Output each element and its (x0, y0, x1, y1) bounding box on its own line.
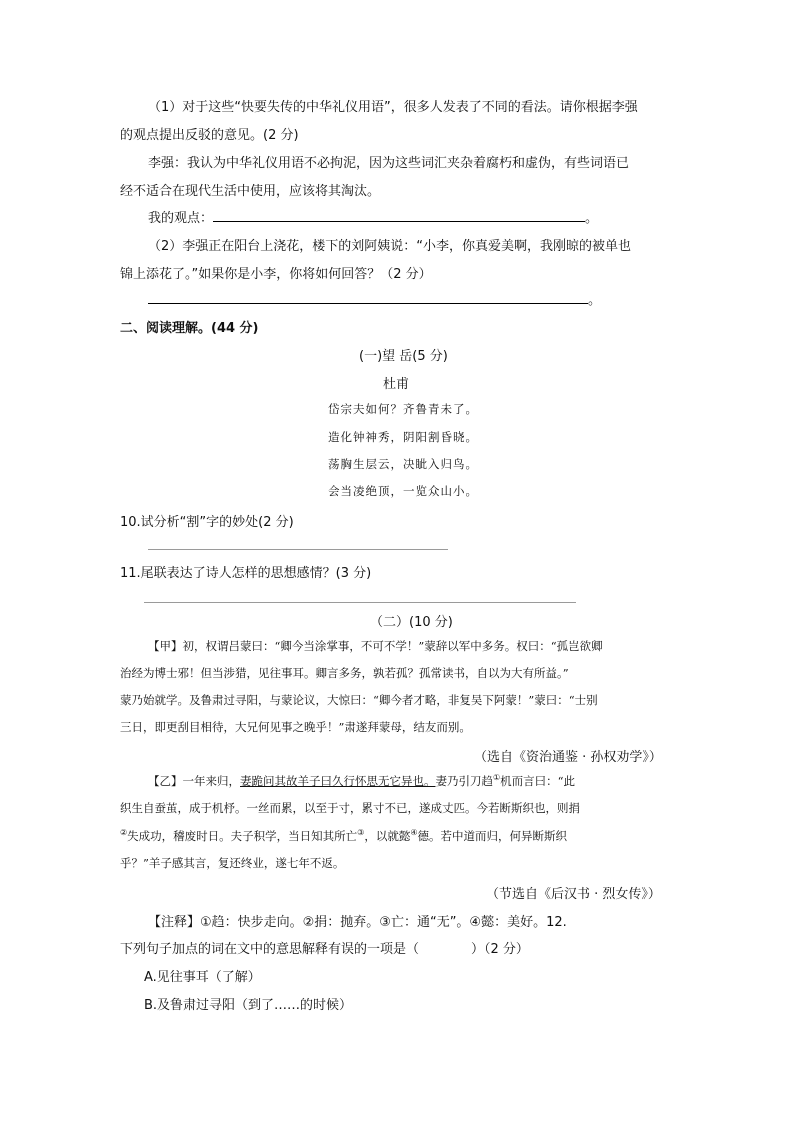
q2-end: 。 (588, 293, 602, 308)
yi-line3 (120, 828, 567, 844)
q11-text: 11.尾联表达了诗人怎样的思想感情？(3 分) (120, 566, 372, 581)
q1-line1: （1）对于这些“快要失传的中华礼仪用语”，很多人发表了不同的看法。请你根据李强 (148, 100, 638, 115)
liqiang-line2: 经不适合在现代生活中使用，应该将其淘汰。 (120, 184, 381, 199)
my-view-answer-line[interactable] (213, 207, 585, 222)
q1-line2: 的观点提出反驳的意见。(2 分) (120, 128, 299, 143)
poem-title: (一)望 岳(5 分) (359, 349, 448, 364)
poem-author: 杜甫 (383, 377, 410, 392)
q12-option-a[interactable]: A.见往事耳（了解） (144, 970, 261, 985)
q11-answer-line[interactable] (144, 602, 576, 603)
notes: 【注释】①趋：快步走向。②捐：抛弃。③亡：通“无”。④懿：美好。12. (148, 915, 567, 930)
q2-line1: （2）李强正在阳台上浇花，楼下的刘阿姨说：“小李，你真爱美啊，我刚晾的被单也 (148, 239, 632, 254)
q2-answer-line[interactable] (148, 289, 588, 304)
note-mark-2: ② (120, 828, 128, 838)
my-view-end: 。 (585, 211, 599, 226)
yi-line3-c: 德。若中道而归，何异断斯织 (417, 829, 568, 843)
q2-line2: 锦上添花了。”如果你是小李，你将如何回答？（2 分） (120, 267, 432, 282)
poem-line: 荡胸生层云，决眦入归鸟。 (328, 457, 478, 471)
q12-option-b[interactable]: B.及鲁肃过寻阳（到了……的时候） (144, 998, 353, 1013)
note-mark-4: ④ (410, 828, 418, 838)
my-view-row (148, 207, 598, 226)
my-view-label: 我的观点： (148, 211, 214, 226)
q10-text: 10.试分析“割”字的妙处(2 分) (120, 515, 294, 530)
yi-line3-b: ，以就懿 (364, 829, 411, 843)
yi-underlined-sentence: 妻跪问其故羊子曰久行怀思无它异也。 (240, 774, 436, 788)
jia-line: 蒙乃始就学。及鲁肃过寻阳，与蒙论议，大惊曰：“卿今者才略，非复吴下阿蒙！”蒙曰：“士别 (120, 693, 598, 707)
jia-source: （选自《资治通鉴 · 孙权劝学》） (474, 750, 662, 765)
liqiang-line1: 李强：我认为中华礼仪用语不必拘泥，因为这些词汇夹杂着腐朽和虚伪，有些词语已 (148, 156, 630, 171)
poem-line: 会当凌绝顶，一览众山小。 (328, 484, 478, 498)
jia-line: 三日，即更刮目相待，大兄何见事之晚乎！”肃遂拜蒙母，结友而别。 (120, 720, 471, 734)
note-mark-1: ① (493, 773, 501, 783)
q12-stem: 下列句子加点的词在文中的意思解释有误的一项是（ ）（2 分） (120, 942, 529, 957)
section2-heading: 二、阅读理解。(44 分) (120, 321, 259, 336)
yi-source: （节选自《后汉书 · 烈女传》） (486, 887, 661, 902)
q10-answer-line[interactable] (148, 549, 448, 550)
q2-answer-row (148, 289, 601, 308)
yi-line1-a: 【乙】一年来归， (148, 774, 240, 788)
jia-line: 治经为博士邪！但当涉猎，见往事耳。卿言多务，孰若孤？孤常读书，自以为大有所益。” (120, 666, 569, 680)
part2-title: （二）(10 分) (370, 615, 453, 630)
jia-line: 【甲】初，权谓吕蒙曰：“卿今当涂掌事，不可不学！”蒙辞以军中多务。权曰：“孤岂欲卿 (148, 639, 603, 653)
yi-line1-d: 机而言曰：“此 (500, 774, 576, 788)
note-mark-3: ③ (357, 828, 365, 838)
poem-line: 造化钟神秀，阴阳割昏晓。 (328, 430, 478, 444)
yi-line1 (148, 773, 575, 789)
yi-line4: 乎？”羊子感其言，复还终业，遂七年不返。 (120, 856, 345, 870)
yi-line3-a: 失成功，稽废时日。夫子积学，当日知其所亡 (127, 829, 358, 843)
poem-line: 岱宗夫如何？齐鲁青未了。 (328, 402, 478, 416)
yi-line1-c: 妻乃引刀趋 (435, 774, 493, 788)
yi-line2: 织生自蚕茧，成于机杼。一丝而累，以至于寸，累寸不已，遂成丈匹。今若断斯织也，则捐 (120, 801, 580, 815)
